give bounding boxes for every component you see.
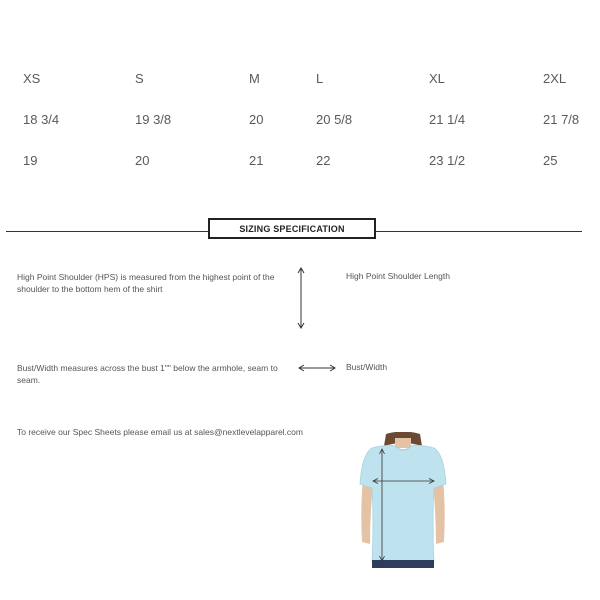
size-header-xl: XL <box>429 71 445 86</box>
contact-text: To receive our Spec Sheets please email us at sales@nextlevelapparel.com <box>17 427 303 437</box>
size-chart-table <box>0 0 600 200</box>
table-cell: 23 1/2 <box>429 153 466 168</box>
size-header-s: S <box>135 71 144 86</box>
horizontal-double-arrow-icon <box>298 363 336 373</box>
size-header-2xl: 2XL <box>543 71 567 86</box>
table-cell: 19 <box>23 153 38 168</box>
table-cell: 19 3/8 <box>135 112 172 127</box>
table-cell: 22 <box>316 153 331 168</box>
table-cell: 21 7/8 <box>543 112 580 127</box>
hps-label: High Point Shoulder Length <box>346 271 450 281</box>
shirt-model-image <box>350 432 456 568</box>
table-cell: 21 1/4 <box>429 112 466 127</box>
table-cell: 20 <box>135 153 150 168</box>
section-title: SIZING SPECIFICATION <box>208 218 376 239</box>
divider-line-right <box>376 231 582 232</box>
vertical-double-arrow-icon <box>296 267 306 329</box>
table-cell: 18 3/4 <box>23 112 60 127</box>
size-header-m: M <box>249 71 260 86</box>
table-cell: 20 <box>249 112 264 127</box>
bust-description: Bust/Width measures across the bust 1"" below the armhole, seam to seam. <box>17 363 278 385</box>
hps-description: High Point Shoulder (HPS) is measured from the highest point of the shoulder to the bottom hem of the shirt <box>17 272 275 294</box>
table-cell: 20 5/8 <box>316 112 353 127</box>
bust-label: Bust/Width <box>346 362 388 372</box>
size-header-xs: XS <box>23 71 41 86</box>
divider-line-left <box>6 231 208 232</box>
table-cell: 21 <box>249 153 264 168</box>
size-header-l: L <box>316 71 324 86</box>
table-cell: 25 <box>543 153 558 168</box>
